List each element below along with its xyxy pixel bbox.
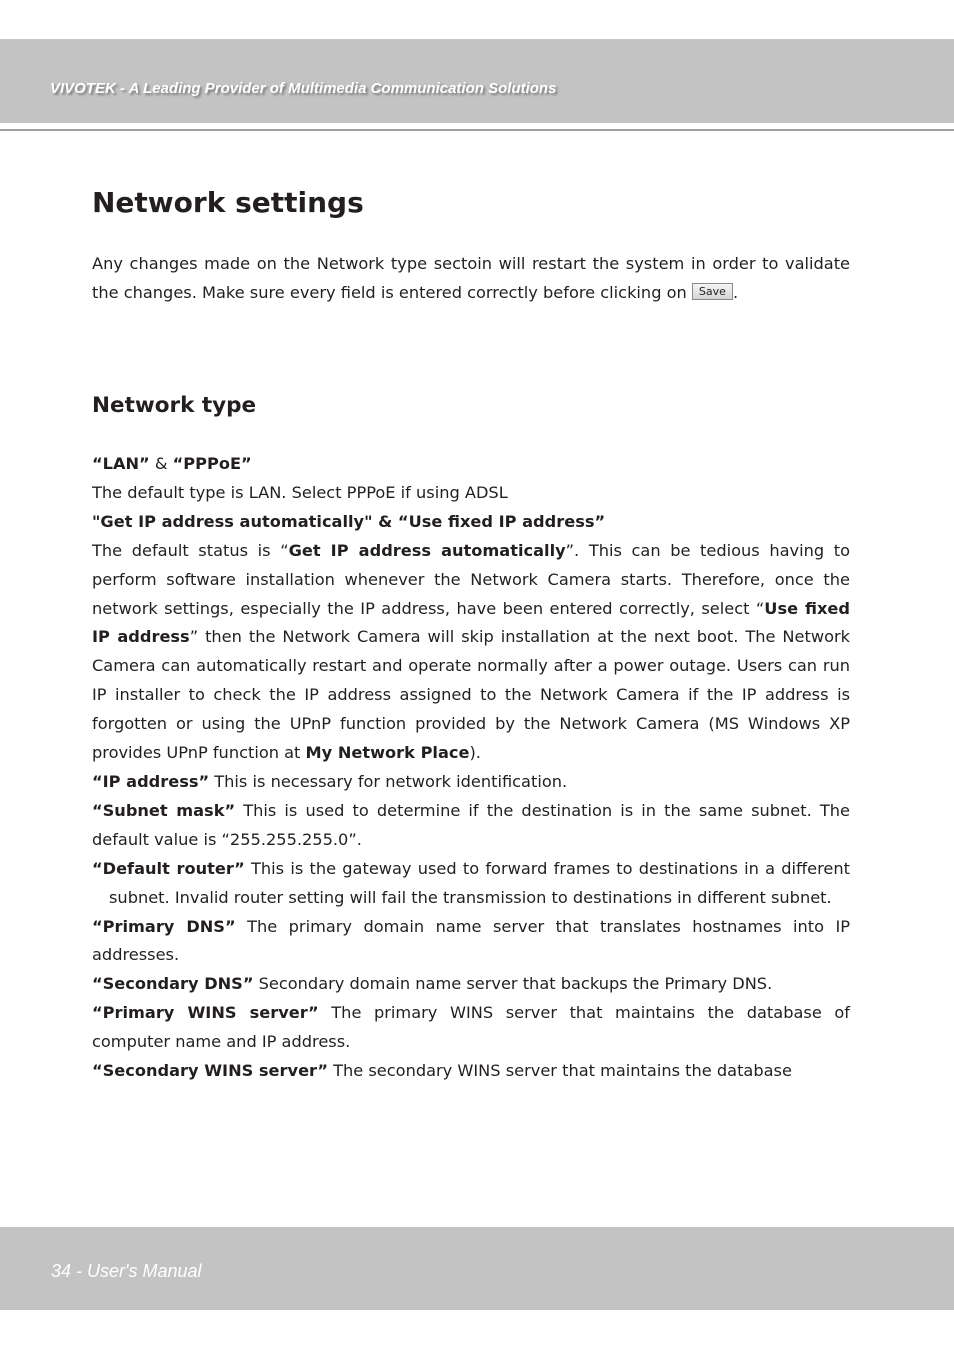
primary-wins-label: “Primary WINS server” xyxy=(92,1003,319,1023)
secondary-dns-item: “Secondary DNS” Secondary domain name server that backups the Primary DNS. xyxy=(92,974,773,994)
secondary-wins-label: “Secondary WINS server” xyxy=(92,1061,328,1081)
pppoe-label: “PPPoE” xyxy=(172,454,252,473)
ip-mode-heading: "Get IP address automatically" & “Use fixed IP address” xyxy=(92,511,606,531)
amp-text: & xyxy=(149,454,173,473)
lan-pppoe-heading xyxy=(92,450,850,479)
network-type-body xyxy=(92,450,850,1086)
header-title: VIVOTEK - A Leading Provider of Multimedia Communication Solutions xyxy=(50,80,557,97)
footer-page-label: 34 - User's Manual xyxy=(51,1261,202,1281)
get-ip-auto-term: Get IP address automatically xyxy=(288,540,566,560)
lan-description: The default type is LAN. Select PPPoE if using ADSL xyxy=(92,482,508,502)
ip-mode-description: The default status is “Get IP address automatically”. This can be tedious having to perform software installation whenever the Network Camera starts. Therefore, once the network settings, especially the IP address, have been entered correctly, select “Use fixed IP address” then the Network Camera will skip installation at the next boot. The Network Camera can automatically restart and operate normally after a power outage. Users can run IP installer to check the IP address assigned to the Network Camera if the IP address is forgotten or using the UPnP function provided by the Network Camera (MS Windows XP provides UPnP function at My Network Place). xyxy=(92,540,851,763)
primary-dns-label: “Primary DNS” xyxy=(92,916,236,936)
default-router-item: “Default router” This is the gateway used to forward frames to destinations in a different subnet. Invalid router setting will fail the transmission to destinations in different subnet. xyxy=(92,858,850,907)
subnet-mask-item: “Subnet mask” This is used to determine if the destination is in the same subnet. The default value is “255.255.255.0”. xyxy=(92,800,850,849)
intro-end: . xyxy=(732,282,739,302)
primary-wins-item: “Primary WINS server” The primary WINS server that maintains the database of computer name and IP address. xyxy=(92,1003,850,1052)
save-button-image: Save xyxy=(692,283,733,300)
page-title: Network settings xyxy=(92,186,364,219)
use-fixed-ip-term: Use fixed IP address xyxy=(92,598,850,647)
default-router-label: “Default router” xyxy=(92,858,245,878)
header-divider xyxy=(0,129,954,131)
primary-dns-item: “Primary DNS” The primary domain name server that translates hostnames into IP addresses. xyxy=(92,916,850,965)
section-title: Network type xyxy=(92,393,257,418)
intro-paragraph xyxy=(92,250,850,307)
ip-address-label: “IP address” xyxy=(92,771,210,791)
my-network-place-term: My Network Place xyxy=(305,743,470,763)
secondary-wins-item: “Secondary WINS server” The secondary WINS server that maintains the database xyxy=(92,1061,792,1081)
secondary-dns-label: “Secondary DNS” xyxy=(92,974,254,994)
ip-address-item: “IP address” This is necessary for network identification. xyxy=(92,771,568,791)
subnet-mask-label: “Subnet mask” xyxy=(92,800,236,820)
intro-text: Any changes made on the Network type sectoin will restart the system in order to validate the changes. Make sure every field is entered correctly before clicking on xyxy=(92,254,850,302)
lan-label: “LAN” xyxy=(92,454,150,473)
